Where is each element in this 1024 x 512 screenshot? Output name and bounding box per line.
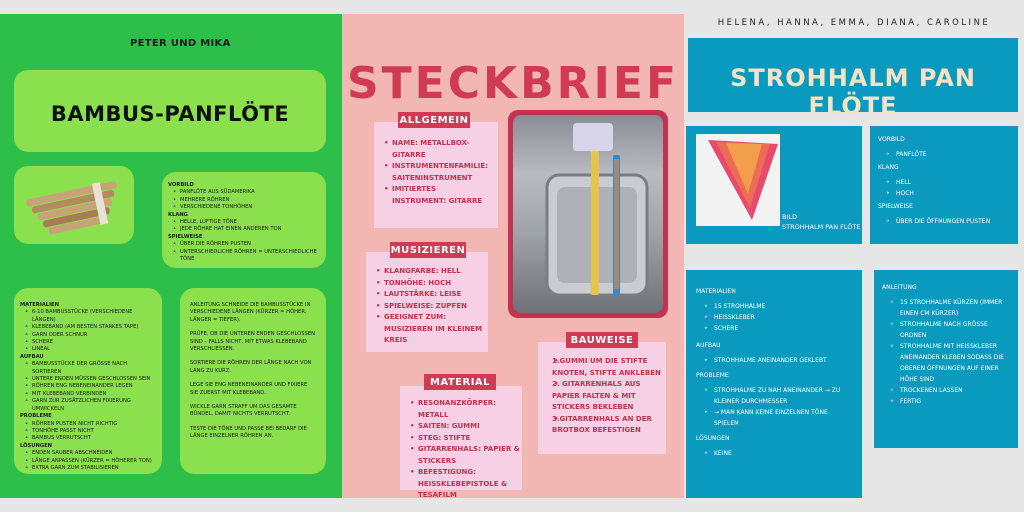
bild-box [686, 126, 862, 244]
anleitung-step: ANLEITUNG SCHNEIDE DIE BAMBUSSTÜCKE IN VERSCHIEDENE LÄNGEN (KÜRZER = HÖHER, LÄNGER = TIEFER). [190, 302, 311, 323]
spielweise-item: • ÜBER DIE ÖFFNUNGEN PUSTEN [878, 216, 1010, 227]
materialien-item: • SCHERE [696, 323, 852, 334]
musizieren-item: • KLANGFARBE: HELL [374, 266, 484, 278]
bauweise-box [538, 342, 666, 454]
loesungen-item: • EXTRA GARN ZUM STABILISIEREN [20, 465, 156, 472]
musizieren-item: • TONHÖHE: HOCH [374, 278, 484, 290]
musizieren-item: • GEEIGNET ZUM: MUSIZIEREN IM KLEINEM KREIS [374, 312, 484, 347]
bamboo-image-box [14, 166, 134, 244]
anleitung-box [180, 288, 326, 474]
klang-heading: KLANG [168, 211, 188, 218]
materialien-item: • KLEBEBAND (AM BESTEN STARKES TAPE) [20, 324, 156, 331]
allgemein-item: • IMITIERTES INSTRUMENT: GITARRE [382, 184, 492, 207]
anleitung-step: PRÜFE, OB DIE UNTEREN ENDEN GESCHLOSSEN SIND – FALLS NICHT, MIT ETWAS KLEBEBAND VERSCHLIESSEN. [190, 331, 315, 353]
material-item: • RESONANZKÖRPER: METALL [408, 398, 520, 421]
klang-item: • HOCH [878, 188, 1010, 199]
probleme-item: • TONHÖHE PASST NICHT [20, 428, 156, 435]
loesungen-item: • LÄNGE ANPASSEN (KÜRZER = HÖHERER TON) [20, 458, 156, 465]
material-item: • STEG: STIFTE [408, 433, 520, 445]
anleitung-item: • STROHHALME NACH GRÖSSE ORDNEN [882, 319, 1010, 341]
loesungen-heading: LÖSUNGEN [20, 442, 52, 449]
musizieren-tag: MUSIZIEREN [390, 242, 466, 258]
materialien-item: • GARN ODER SCHNUR [20, 332, 156, 339]
photo-frame [508, 110, 668, 318]
probleme-item: • BAMBUS VERRUTSCHT [20, 435, 156, 442]
title-box [688, 38, 1018, 120]
probleme-item: • → MAN KANN KEINE EINZELNEN TÖNE SPIELEN [696, 407, 852, 429]
authors-label: HELENA, HANNA, EMMA, DIANA, CAROLINE [717, 18, 991, 28]
poster-title: STECKBRIEF [346, 58, 680, 109]
material-item: • GITARRENHALS: PAPIER & STICKERS [408, 444, 520, 467]
bild-caption: STROHHALM PAN FLÖTE [782, 223, 861, 231]
materialien-item: • 6-10 BAMBUSSTÜCKE (VERSCHIEDENE LÄNGEN) [20, 309, 156, 324]
vorbild-heading: VORBILD [168, 182, 194, 188]
anleitung-box [874, 270, 1018, 448]
vorbild-box [162, 172, 326, 268]
anleitung-heading: ANLEITUNG [882, 284, 917, 291]
anleitung-step: TESTE DIE TÖNE UND PASSE BEI BEDARF DIE LÄNGE EINZELNER RÖHREN AN. [190, 425, 307, 440]
panel-bambus-panfloete [0, 14, 342, 498]
materialien-item: • HEISSKLEBER [696, 312, 852, 323]
materialien-box [14, 288, 162, 474]
aufbau-item: • UNTERE ENDEN MÜSSEN GESCHLOSSEN SEIN [20, 376, 156, 383]
aufbau-item: • RÖHREN ENG NEBENEINANDER LEGEN [20, 383, 156, 390]
loesungen-item: • KEINE [696, 448, 852, 459]
materialien-item: • LINEAL [20, 346, 156, 353]
strohhalm-image [696, 134, 780, 226]
musizieren-box [366, 252, 488, 352]
vorbild-item: • MEHRERE RÖHREN [168, 197, 320, 204]
aufbau-item: • STROHHALME ANEINANDER GEKLEBT [696, 355, 852, 366]
anleitung-item: • STROHHALME MIT HEISSKLEBER ANEINANDER KLEBEN SODASS DIE OBEREN ÖFFNUNGEN AUF EINER HÖHE SIND [882, 341, 1010, 385]
material-item: • BEFESTIGUNG: HEISSKLEBEPISTOLE & TESAFILM [408, 467, 520, 502]
poster-title: STROHHALM PAN FLÖTE [730, 64, 976, 120]
bauweise-item: • 2. GITARRENHALS AUS PAPIER FALTEN & MIT STICKERS BEKLEBEN [552, 379, 662, 414]
bild-caption: BILD [782, 213, 798, 221]
probleme-heading: PROBLEME [696, 372, 729, 379]
panel-strohhalm-panfloete [684, 14, 1024, 498]
anleitung-step: SORTIERE DIE RÖHREN DER LÄNGE NACH VON LANG ZU KURZ. [190, 360, 312, 374]
anleitung-item: • FERTIG [882, 396, 1010, 407]
author-label: PETER UND MIKA [130, 38, 231, 49]
panel-steckbrief [342, 14, 684, 498]
materialien-box [686, 270, 862, 498]
materialien-item: • 15 STROHHALME [696, 301, 852, 312]
spielweise-item: • ÜBER DIE RÖHREN PUSTEN [168, 241, 320, 248]
probleme-heading: PROBLEME [20, 413, 52, 420]
bauweise-item: • 1.GUMMI UM DIE STIFTE KNOTEN, STIFTE ANKLEBEN [552, 356, 662, 379]
vorbild-item: • PANFLÖTE [878, 149, 1010, 160]
allgemein-item: • INSTRUMENTENFAMILIE: SAITENINSTRUMENT [382, 161, 492, 184]
spielweise-heading: SPIELWEISE [168, 233, 203, 240]
loesungen-heading: LÖSUNGEN [696, 435, 730, 442]
materialien-heading: MATERIALIEN [696, 288, 736, 295]
anleitung-item: • TROCKENEN LASSEN [882, 385, 1010, 396]
metallbox-gitarre-photo [513, 115, 663, 313]
allgemein-item: • NAME: METALLBOX-GITARRE [382, 138, 492, 161]
anleitung-item: • 15 STROHHALME KÜRZEN (IMMER EINEN CM KÜRZER) [882, 297, 1010, 319]
vorbild-item: • VERSCHIEDENE TONHÖHEN [168, 204, 320, 211]
bauweise-tag: BAUWEISE [566, 332, 638, 348]
anleitung-step: LEGE SIE ENG NEBENEINANDER UND FIXIERE SIE ZUERST MIT KLEBEBAND. [190, 382, 308, 396]
vorbild-box [870, 126, 1018, 244]
aufbau-item: • BAMBUSSTÜCKE DER GRÖSSE NACH SORTIEREN [20, 361, 156, 376]
musizieren-item: • SPIELWEISE: ZUPFEN [374, 301, 484, 313]
material-item: • SAITEN: GUMMI [408, 421, 520, 433]
musizieren-item: • LAUTSTÄRKE: LEISE [374, 289, 484, 301]
anleitung-step: WICKLE GARN STRAFF UM DAS GESAMTE BÜNDEL, DAMIT NICHTS VERRUTSCHT. [190, 404, 297, 418]
vorbild-item: • PANFLÖTE AUS SÜDAMERIKA [168, 189, 320, 196]
vorbild-heading: VORBILD [878, 136, 905, 143]
aufbau-heading: AUFBAU [696, 342, 721, 349]
loesungen-item: • ENDEN SAUBER ABSCHNEIDEN [20, 450, 156, 457]
klang-item: • HELLE, LUFTIGE TÖNE [168, 219, 320, 226]
klang-item: • HELL [878, 177, 1010, 188]
klang-heading: KLANG [878, 164, 899, 171]
klang-item: • JEDE RÖHRE HAT EINEN ANDEREN TON [168, 226, 320, 233]
material-box [400, 386, 522, 499]
materialien-item: • SCHERE [20, 339, 156, 346]
allgemein-box [374, 122, 498, 228]
spielweise-item: • UNTERSCHIEDLICHE RÖHREN = UNTERSCHIEDLICHE TÖNE [168, 249, 320, 264]
material-tag: MATERIAL [424, 374, 496, 390]
probleme-item: • RÖHREN PUSTEN NICHT RICHTIG [20, 421, 156, 428]
bamboo-flute-image [14, 166, 134, 244]
spielweise-heading: SPIELWEISE [878, 203, 913, 210]
poster-title: BAMBUS-PANFLÖTE [50, 102, 290, 126]
probleme-item: • STROHHALME ZU NAH ANEINANDER → ZU KLEINER DURCHMESSER [696, 385, 852, 407]
bauweise-item: • 3.GITARRENHALS AN DER BROTBOX BEFESTIGEN [552, 414, 662, 437]
materialien-heading: MATERIALIEN [20, 302, 59, 308]
title-box [14, 70, 326, 152]
aufbau-item: • MIT KLEBEBAND VERBINDEN [20, 391, 156, 398]
aufbau-item: • GARN ZUR ZUSÄTZLICHEN FIXIERUNG UMWICKELN [20, 398, 156, 413]
aufbau-heading: AUFBAU [20, 353, 44, 360]
allgemein-tag: ALLGEMEIN [398, 112, 470, 128]
